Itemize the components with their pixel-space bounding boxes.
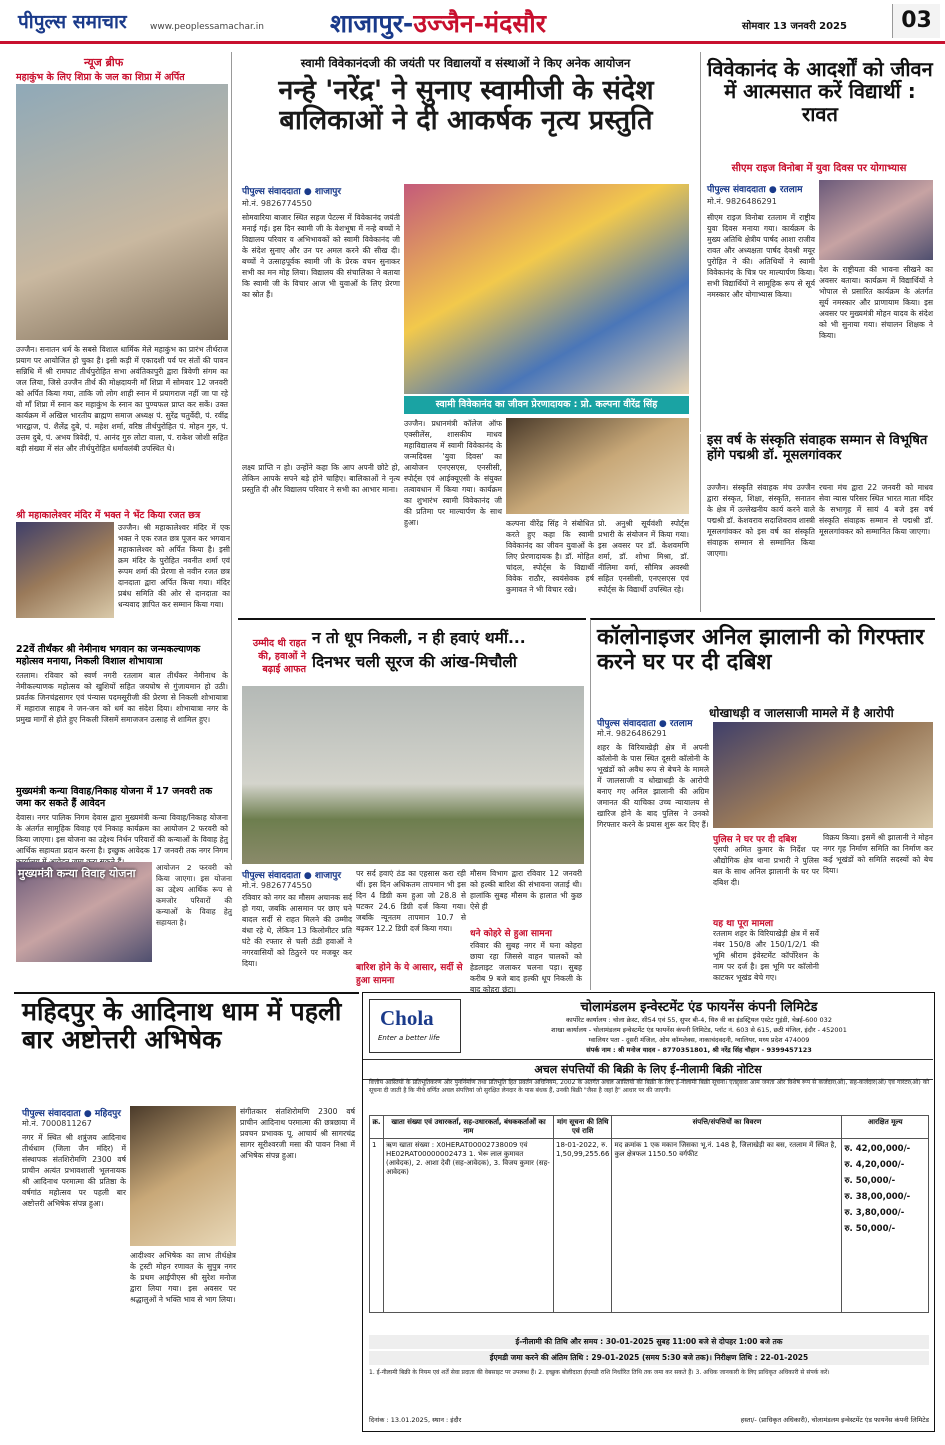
newspaper-logo: पीपुल्स समाचार bbox=[18, 11, 127, 33]
brief-text-3: रतलाम। रविवार को स्वर्ण नगरी रतलाम बाल तीर्थंकर नेमीनाथ के नेमीकल्याणक महोत्सव को खुशियों सहित जयघोष से गुंजायमान हो उठी। प्रवर्तक जिनचंद्रसागर एवं पंन्यास पदमसूरीजी की प्रेरणा से निकली शोभायात्रा में महाराज साहब ने जन-जन को धर्म का संदेश दिया। शोभायात्रा नगर के प्रमुख मार्गों से होते हुए निकली जिसमें समाजजन उत्साह से शामिल हुए। bbox=[16, 671, 228, 724]
adinath-idol-photo bbox=[130, 1106, 236, 1246]
children-dressed-as-vivekananda-photo bbox=[404, 184, 689, 394]
weather-text-1: रविवार को नगर का मौसम अचानक सर्द हो गया, जबकि आसमान पर छाए घने बादल सर्दी से राहत मिलने की उम्मीद बंधा रहे थे, लेकिन 13 किलोमीटर प्रति घंटे की रफ्तार से चली ठंडी हवाओं ने नगरवासियों को ठिठुरने पर मजबूर कर दिया। bbox=[242, 893, 352, 968]
chola-auction-notice bbox=[362, 992, 935, 1432]
weather-text-3: मौसम विभाग द्वारा रविवार 12 जनवरी को हल्की बारिश की संभावना जताई थी। हालांकि सुबह मौसम के हालात भी कुछ ऐसे ही bbox=[470, 869, 582, 911]
reserve-price: रु. 38,00,000/- bbox=[844, 1192, 911, 1202]
vivekananda-text-3: उज्जैन। प्रधानमंत्री कॉलेज ऑफ एक्सीलेंस, शासकीय माधव महाविद्यालय में स्वामी विवेकानंद के जन्मदिवस 'युवा दिवस' का आयोजन एनएसएस, एनसीसी, स्पोर्ट्स एवं आईक्यूएसी के संयुक्त तत्वावधान में किया गया। कार्यक्रम का शुभारंभ स्वामी विवेकानंद जी की प्रतिमा पर माल्यार्पण के साथ हुआ। bbox=[404, 419, 502, 527]
jhalani-story bbox=[590, 618, 935, 990]
table-header: क्र. bbox=[370, 1116, 384, 1139]
jhalani-subhead-1: पुलिस ने घर पर दी दबिश bbox=[713, 835, 797, 845]
rawat-text-2: देश के राष्ट्रीयता की भावना सीखने का अवसर बताया। कार्यक्रम में विद्यार्थियों ने भोपाल से प्रसारित कार्यक्रम के अंतर्गत सूर्य नमस्कार और प्राणायाम किया। इस अवसर पर मुख्यमंत्री मोहन यादव के संदेश को भी सुनाया गया। संचालन शिक्षक ने किया। bbox=[819, 265, 933, 340]
emd-amount: रु. 3,80,000/- bbox=[844, 1208, 905, 1218]
weather-mobile: मो.नं. 9826774550 bbox=[242, 881, 312, 890]
rawat-subtitle: सीएम राइज विनोबा में युवा दिवस पर योगाभ्यास bbox=[731, 163, 907, 174]
vivekananda-kicker: स्वामी विवेकानंदजी की जयंती पर विद्यालयों व संस्थाओं ने किए अनेक आयोजन bbox=[300, 56, 631, 70]
table-header: संपत्ति/संपत्तियों का विवरण bbox=[612, 1116, 842, 1139]
jhalani-subtitle: धोखाधड़ी व जालसाजी मामले में है आरोपी bbox=[709, 706, 894, 720]
reserve-price: रु. 42,00,000/- bbox=[844, 1144, 911, 1154]
table-cell: ऋण खाता संख्या : X0HERAT00002738009 एवं HE02RAT00000002473 1. भेरू लाल कुमावत (आवेदक), 2. आशा देवी (सह-आवेदक), 3. विजय कुमार (सह-आवेदक) bbox=[384, 1139, 554, 1313]
police-raid-photo bbox=[713, 722, 933, 828]
page-number: 03 bbox=[892, 4, 940, 38]
chola-tagline: Enter a better life bbox=[378, 1034, 440, 1042]
jhalani-text-1: शहर के विरियाखेड़ी क्षेत्र में अपनी कॉलोनी के पास स्थित दूसरी कॉलोनी के भूखंडों को अवैध रूप से बेचने के मामले में जालसाजी व धोखाधड़ी के आरोपी बनाए गए अनिल झालानी की अग्रिम जमानत की याचिका उच्च न्यायालय से खारिज होने के बाद पुलिस ने उनको गिरफ्तार करने के प्रयास शुरू कर दिए हैं। bbox=[597, 743, 709, 829]
weather-text-2: पर सर्द हवाएं ठंड का एहसास करा रही थीं। इस दिन अधिकतम तापमान भी इस दिन 4 डिग्री कम हुआ जो 28.8 से घटकर 24.6 डिग्री दर्ज किया गया। जबकि न्यूनतम तापमान 10.7 से बढ़कर 12.2 डिग्री दर्ज किया गया। bbox=[356, 869, 466, 933]
chola-footer-2: ईएमडी जमा करने की अंतिम तिथि : 29-01-2025 (समय 5:30 बजे तक)। निरीक्षण तिथि : 22-01-2025 bbox=[369, 1351, 929, 1365]
brief-text-2: उज्जैन। श्री महाकालेश्वर मंदिर में एक भक्त ने एक रजत छत्र पूजन कर भगवान महाकालेश्वर को अर्पित किया है। इसी क्रम मंदिर के पुरोहित नवनीत शर्मा एवं रूपम शर्मा की प्रेरणा से नवीन रजत छत्र दानदाता द्वारा अर्पित किया गया। मंदिर प्रबंध समिति की ओर से दानदाता का धन्यवाद ज्ञापित कर सम्मान किया गया। bbox=[118, 523, 230, 609]
bid-increment: रु. 50,000/- bbox=[844, 1176, 896, 1186]
jhalani-mobile: मो.नं. 9826486291 bbox=[597, 729, 667, 738]
vivekananda-title: नन्हे 'नरेंद्र' ने सुनाए स्वामीजी के संदेश बालिकाओं ने दी आकर्षक नृत्य प्रस्तुति bbox=[278, 75, 654, 137]
jhalani-title: कॉलोनाइजर अनिल झालानी को गिरफ्तार करने घर पर दी दबिश bbox=[597, 625, 925, 675]
mahidpur-text-3: संगीतकार संतशिरोमणि 2300 वर्ष प्राचीन आदिनाथ परमात्मा की छत्रछाया में प्रवचन प्रभावक पू. आचार्य श्री सागरचंद्र सागर सूरीश्वरजी मसा की पावन निश्रा में अभिषेक संपन्न हुआ। bbox=[240, 1107, 355, 1160]
weather-subhead-2: धने कोहरे से हुआ सामना bbox=[470, 929, 552, 939]
yoga-event-photo bbox=[819, 180, 933, 260]
chola-logo: Chola bbox=[380, 1006, 434, 1030]
musalgaonkar-story bbox=[700, 434, 935, 612]
vivekananda-text-2: लक्ष्य प्राप्ति न हो। उन्होंने कहा कि आप अपनी छोटे हो, लेकिन आपके सपने बड़े होने चाहिए। बालिकाओं ने नृत्य प्रस्तुति दी और विद्यालय परिवार ने सभी का आभार माना। bbox=[242, 463, 400, 494]
chola-preamble: वित्तीय आस्तियों के प्रतिभूतिकरण और पुनर्निर्माण तथा प्रतिभूति हित प्रवर्तन अधिनियम, 2002 के अंतर्गत अचल आस्तियों की बिक्री के लिए ई-नीलामी बिक्री सूचना। एतद्द्वारा आम जनता और विशेष रूप से कर्जदार(ओं), सह-कर्जदार(ओं) एवं गारंटर(ओं) को सूचना दी जाती है कि नीचे वर्णित अचल संपत्तियां जो सुरक्षित लेनदार के पास बंधक हैं, उनकी बिक्री "जैसा है जहां है" आधार पर की जाएगी। bbox=[369, 1079, 929, 1094]
jhalani-text-4: रतलाम शहर के विरियाखेड़ी क्षेत्र में सर्वे नंबर 150/8 और 150/1/2/1 की भूमि श्रीराम इंवेस्टमेंट कॉर्पोरेशन के नाम पर दर्ज है। इस भूमि पर कॉलोनी काटकर भूखंड बेचे गए। bbox=[713, 929, 819, 982]
emd-amount: रु. 4,20,000/- bbox=[844, 1160, 905, 1170]
weather-subhead-1: बारिश होने के ये आसार, सर्दी से हुआ सामना bbox=[356, 963, 463, 986]
mahidpur-text-2: आदीश्वर अभिषेक का लाभ तीर्थक्षेत्र के ट्रस्टी मोहन रणावत के सुपुत्र नगर के प्रथम आईपीएस श्री सुरेश मनोज द्वारा लिया गया। इस अवसर पर श्रद्धालुओं ने भक्ति भाव से भाग लिया। bbox=[130, 1251, 236, 1304]
chola-addr-2: शाखा कार्यालय - चोलामंडलम इन्वेस्टमेंट एंड फायनेंस कंपनी लिमिटेड, प्लॉट नं. 603 से 615, छठी मंजिल, इंदौर - 452001 bbox=[551, 1026, 847, 1034]
mahidpur-byline: पीपुल्स संवाददाता ● महिदपुर bbox=[22, 1109, 121, 1119]
mahidpur-story bbox=[14, 992, 359, 1432]
jhalani-byline: पीपुल्स संवाददाता ● रतलाम bbox=[597, 719, 693, 729]
issue-date: सोमवार 13 जनवरी 2025 bbox=[742, 21, 847, 32]
musalgaonkar-text-2: रचना मंच द्वारा 22 जनवरी को माधव सेवा न्यास परिसर स्थित भारत माता मंदिर के सभागृह में सायं 4 बजे इस वर्ष संस्कृति संवाहक सम्मान से पद्मश्री डॉ. मूसलगांवकर को सम्मानित किया जाएगा। bbox=[819, 483, 933, 536]
yojana-label: मुख्यमंत्री कन्या विवाह योजना bbox=[18, 867, 136, 880]
weather-title-2: दिनभर चली सूरज की आंख-मिचौली bbox=[312, 653, 517, 671]
rawat-byline: पीपुल्स संवाददाता ● रतलाम bbox=[707, 185, 803, 195]
rawat-title: विवेकानंद के आदर्शों को जीवन में आत्मसात करें विद्यार्थी : रावत bbox=[707, 57, 933, 126]
mahidpur-text-1: नगर में स्थित श्री शत्रुंजय आदिनाथ तीर्थधाम (जिला जैन मंदिर) में संस्थापक संतशिरोमणि 2300 वर्ष प्राचीन अत्यंत प्रभावशाली भूलनायक श्री आदिनाथ परमात्मा की प्रतिष्ठा के वर्षगांठ महोत्सव पर पहली बार अष्टोत्तरी अभिषेक संपन्न हुआ। bbox=[22, 1133, 126, 1208]
vivekananda-story bbox=[238, 52, 693, 612]
vivekananda-caption: स्वामी विवेकानंद का जीवन प्रेरणादायक : प्रो. कल्पना वीरेंद्र सिंह bbox=[404, 396, 689, 414]
brief-headline-2: श्री महाकालेश्वर मंदिर में भक्त ने भेंट किया रजत छत्र bbox=[16, 510, 201, 521]
vivekananda-text-5: प्रो. अनुश्री सूर्यवंशी स्पोर्ट्स प्रभारी के संयोजन में किया गया। इस अवसर पर डॉ. केशवमणि शर्मा, डॉ. शोभा मिश्रा, डॉ. नीलिमा वर्मा, सौमित्र अवस्थी सहित एनसीसी, एनएसएस एवं स्पोर्ट्स के विद्यार्थी उपस्थित रहे। bbox=[598, 519, 689, 594]
weather-byline: पीपुल्स संवाददाता ● शाजापुर bbox=[242, 871, 342, 881]
yojana-side-text: आयोजन 2 फरवरी को किया जाएगा। इस योजना का उद्देश्य आर्थिक रूप से कमजोर परिवारों की कन्याओं के विवाह हेतु सहायता है। bbox=[156, 863, 232, 927]
news-brief-label: न्यूज ब्रीफ bbox=[84, 56, 124, 69]
musalgaonkar-title: इस वर्ष के संस्कृति संवाहक सम्मान से विभूषित होंगे पद्मश्री डॉ. मूसलगांवकर bbox=[707, 433, 928, 463]
brief-text-4: देवास। नगर पालिक निगम देवास द्वारा मुख्यमंत्री कन्या विवाह/निकाह योजना के अंतर्गत सामूहिक विवाह एवं निकाह कार्यक्रम का आयोजन 2 फरवरी को किया जाएगा। इस योजना का उद्देश्य निर्धन परिवारों की कन्याओं के विवाह हेतु आर्थिक सहायता प्रदान करना है। इच्छुक आवेदक 17 जनवरी तक नगर निगम bbox=[16, 813, 228, 855]
table-cell: मद क्रमांक 1 एक मकान जिसका भू.नं. 148 है, जिलाखेड़ी का बस, रतलाम में स्थित है, कुल क्षेत्रफल 1150.50 वर्गफीट bbox=[612, 1139, 842, 1313]
chola-property-table bbox=[369, 1115, 929, 1313]
weather-story bbox=[238, 618, 586, 994]
jhalani-text-3: एसपी अमित कुमार के निर्देश पर औद्योगिक क्षेत्र थाना प्रभारी ने पुलिस बल के साथ अनिल झालानी के घर पर दबिश दी। bbox=[713, 845, 819, 887]
chola-contact: संपर्क नाम : श्री मनोज यादव - 8770351801, श्री नरेंद्र सिंह चौहान - 9399457123 bbox=[586, 1046, 812, 1054]
chola-terms: 1. ई-नीलामी बिक्री के नियम एवं शर्तें सेवा प्रदाता की वेबसाइट पर उपलब्ध हैं। 2. इच्छुक बोलीदाता ईएमडी राशि निर्धारित तिथि तक जमा कर सकते हैं। 3. अधिक जानकारी के लिए प्राधिकृत अधिकारी से संपर्क करें। bbox=[369, 1369, 830, 1376]
chola-addr-3: ग्वालियर पता - दूसरी मंजिल, ओम कॉम्प्लेक्स, नाकाचंदवदनी, ग्वालियर, मध्य प्रदेश 474009 bbox=[588, 1036, 810, 1044]
mahidpur-mobile: मो.नं. 7000811267 bbox=[22, 1119, 92, 1128]
chola-notice-title: अचल संपत्तियों की बिक्री के लिए ई-नीलामी बिक्री नोटिस bbox=[363, 1059, 933, 1080]
weather-title-1: न तो धूप निकली, न ही हवाएं थमीं... bbox=[312, 629, 526, 647]
yojana-box bbox=[14, 862, 232, 982]
musalgaonkar-text-1: उज्जैन। संस्कृति संवाहक मंच उज्जैन द्वारा संस्कृत, शिक्षा, संस्कृति, सनातन के क्षेत्र में उल्लेखनीय कार्य करने वाले पद्मश्री डॉ. केशवराव सदाशिवराव शास्त्री मूसलगांवकर को इस वर्ष का संस्कृति संवाहक सम्मान से सम्मानित किया जाएगा। bbox=[707, 483, 815, 558]
jhalani-subhead-2: यह था पूरा मामला bbox=[713, 919, 774, 929]
edition-title: शाजापुर-उज्जैन-मंदसौर bbox=[330, 9, 546, 38]
brief-headline-3: 22वें तीर्थंकर श्री नेमीनाथ भगवान का जन्मकल्याणक महोत्सव मनाया, निकली विशाल शोभायात्रा bbox=[16, 644, 201, 667]
rawat-story bbox=[700, 52, 935, 432]
college-event-photo bbox=[506, 418, 689, 514]
jhalani-text-5: विक्रय किया। इसमें श्री झालानी ने मोहन नगर गृह निर्माण समिति का निर्माण कर कई भूखंडों को समिति सदस्यों को बेच दिया। bbox=[823, 833, 933, 875]
table-header: आरक्षित मूल्य bbox=[842, 1116, 929, 1139]
table-cell: 1 bbox=[370, 1139, 384, 1313]
table-header: मांग सूचना की तिथि एवं राशि bbox=[554, 1116, 612, 1139]
kumbh-photo bbox=[16, 84, 228, 340]
vivekananda-byline: पीपुल्स संवाददाता ● शाजापुर bbox=[242, 187, 342, 197]
table-cell: 18-01-2022, रु. 1,50,99,255.66 bbox=[554, 1139, 612, 1313]
bid-increment: रु. 50,000/- bbox=[844, 1224, 896, 1234]
table-cell bbox=[842, 1139, 929, 1313]
weather-side-label: उम्मीद थी राहत की, हवाओं ने बढ़ाई आफत bbox=[252, 638, 306, 675]
chola-footer-1: ई-नीलामी की तिथि और समय : 30-01-2025 सुबह 11:00 बजे से दोपहर 1:00 बजे तक bbox=[369, 1335, 929, 1349]
chola-company-name: चोलामंडलम इन्वेस्टमेंट एंड फायनेंस कंपनी लिमिटेड bbox=[580, 1000, 818, 1015]
masthead bbox=[0, 0, 945, 44]
table-header: खाता संख्या एवं उधारकर्ता, सह-उधारकर्ता, बंधककर्ताओं का नाम bbox=[384, 1116, 554, 1139]
silver-umbrella-photo bbox=[16, 522, 114, 618]
weather-text-4: रविवार की सुबह नगर में घना कोहरा छाया रहा जिससे वाहन चालकों को हेडलाइट जलाकर चलना पड़ा। सुबह करीब 9 बजे बाद हल्की धूप निकली के बाद कोहरा छंटा। bbox=[470, 941, 582, 994]
chola-logo-box bbox=[369, 999, 461, 1053]
chola-signer: हस्ता/- (प्राधिकृत अधिकारी), चोलामंडलम इन्वेस्टमेंट एंड फायनेंस कंपनी लिमिटेड bbox=[740, 1416, 929, 1424]
rawat-mobile: मो.नं. 9826486291 bbox=[707, 197, 777, 206]
website-link[interactable]: www.peoplessamachar.in bbox=[150, 22, 264, 32]
vivekananda-text-1: सोमवारिया बाजार स्थित सहज पेटल्स में विवेकानंद जयंती मनाई गई। इस दिन स्वामी जी के वेशभूषा में नन्हे बच्चों ने विद्यालय परिवार व अभिभावकों को स्वामी विवेकानंद जी के संदेश सुनाए और उन पर अमल करने की सीख दी। बच्चों ने उत्साहपूर्वक स्वामी जी के प्रेरक वचन सुनाकर सभी का मन मोह लिया। विद्यालय की संचालिका ने बताया कि स्वामी जी के विचार आज भी युवाओं के लिए प्रेरणा का स्रोत हैं। bbox=[242, 213, 400, 299]
brief-headline-4: मुख्यमंत्री कन्या विवाह/निकाह योजना में 17 जनवरी तक जमा कर सकते हैं आवेदन bbox=[16, 786, 213, 809]
chola-date: दिनांक : 13.01.2025, स्थान : इंदौर bbox=[369, 1416, 462, 1424]
brief-text-1: उज्जैन। सनातन धर्म के सबसे विशाल धार्मिक मेले महाकुंभ का प्रारंभ तीर्थराज प्रयाग पर आयोजित हो चुका है। इसी कड़ी में एकादशी पर्व पर संतों की पावन सन्निधि में श्री रामघाट तीर्थपुरोहित सभा अवंतिकापुरी द्वारा त्रिवेणी संगम का जल लिया, जिसे उज्जैन तीर्थ की मोक्षदायनी माँ शिप्रा में सोमवार 12 जनवरी को अर्पित किया गया, ताकि जो लोग शाही स्नान में प्रयागराज नहीं जा पा रहे वो माँ शिप्रा में स्नान कर महाकुंभ के स्नान का पुण्यफल प्राप्त कर सकें। उक्त कार्यक्रम में अखिल भारतीय ब्राह्मण समाज अध्यक्ष पं. सुरेंद्र चतुर्वेदी, पं. रवींद्र भारद्वाज, पं. शैलेंद्र दुबे, पं. महेश शर्मा, वरिष्ठ तीर्थपुरोहित पं. मोहन गुरु, पं. उत्तम दुबे, पं. अभय त्रिवेदी, पं. आनंद गुरु लोटा वाला, पं. राकेश जोशी सहित बड़ी संख्या में संत और तीर्थपुरोहित धर्मावलंबी उपस्थित थे। bbox=[16, 345, 228, 453]
news-brief-column bbox=[14, 52, 232, 860]
chola-addr-1: कार्पोरेट कार्यालय : चोला क्रेस्ट, सी54 एवं 55, सुपर बी-4, थिरु वी का इंडस्ट्रियल एस्टेट गुइंडी, चेन्नई-600 032 bbox=[566, 1016, 832, 1024]
vivekananda-text-4: कल्पना वीरेंद्र सिंह ने संबोधित करते हुए कहा कि स्वामी विवेकानंद का जीवन युवाओं के लिए प्रेरणादायक है। डॉ. मोहित चांदल, स्पोर्ट्स के विद्यार्थी विवेक राठौर, स्वयंसेवक हर्ष कुमावत ने भी विचार रखे। bbox=[506, 519, 594, 594]
vivekananda-mobile: मो.नं. 9826774550 bbox=[242, 199, 312, 208]
rawat-text-1: सीएम राइज विनोबा रतलाम में राष्ट्रीय युवा दिवस मनाया गया। कार्यक्रम के मुख्य अतिथि क्षेत्रीय पार्षद आशा राजीव रावत और अध्यक्षता पार्षद देवश्री मयूर पुरोहित ने की। अतिथियों ने स्वामी विवेकानंद के चित्र पर माल्यार्पण किया। सभी विद्यार्थियों ने सामूहिक रूप से सूर्य नमस्कार और योगाभ्यास किया। bbox=[707, 213, 815, 299]
mahidpur-title: महिदपुर के आदिनाथ धाम में पहली बार अष्टोत्तरी अभिषेक bbox=[22, 997, 342, 1054]
foggy-field-photo bbox=[242, 686, 584, 864]
brief-headline-1: महाकुंभ के लिए शिप्रा के जल का शिप्रा में अर्पित bbox=[16, 72, 185, 83]
